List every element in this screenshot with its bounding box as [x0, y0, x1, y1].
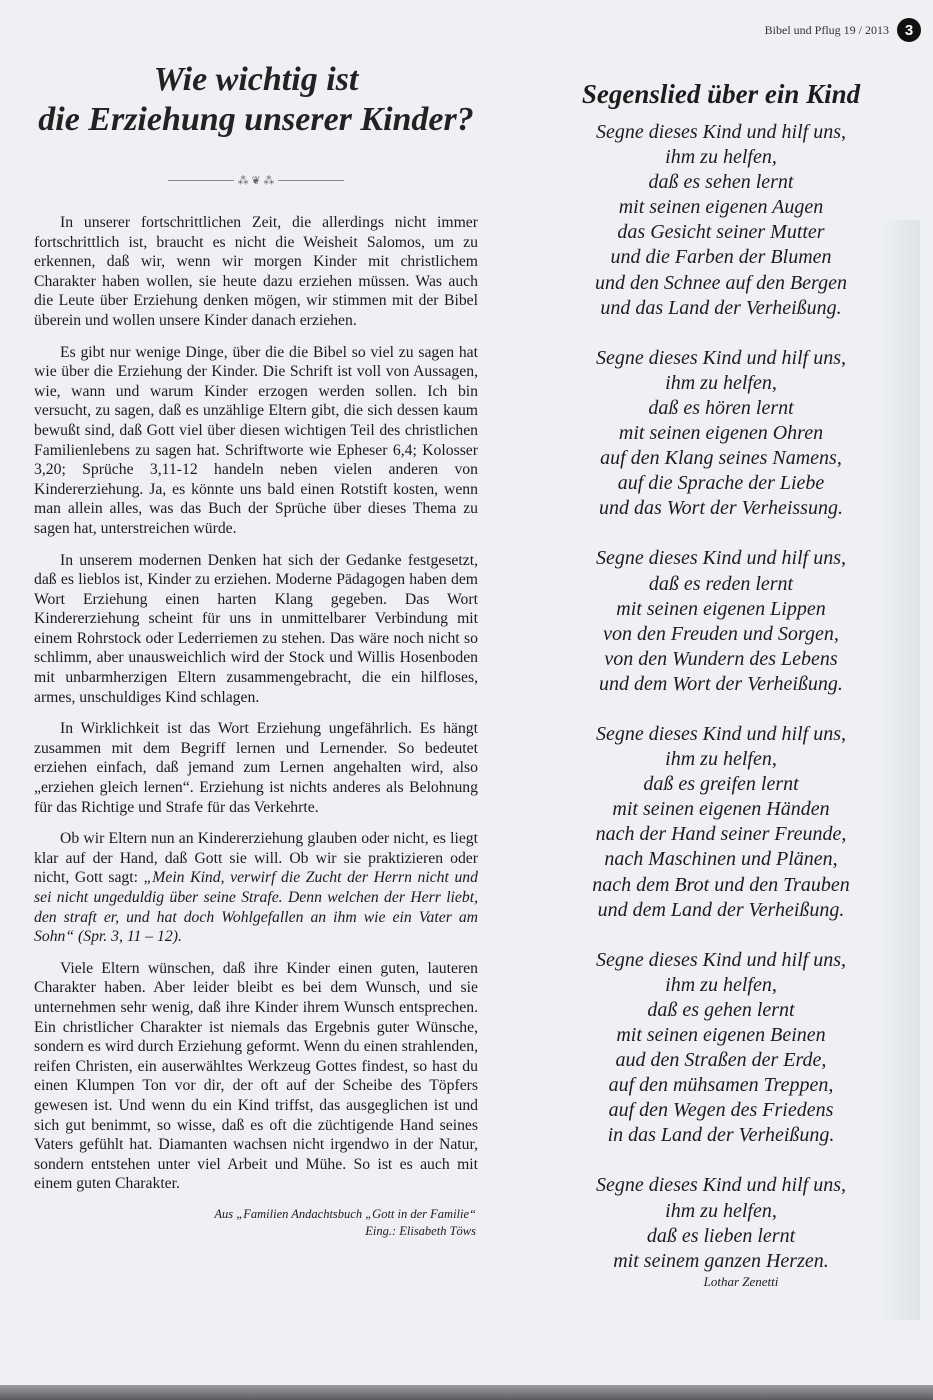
ornament-line-left [168, 180, 234, 181]
poem-line: von den Wundern des Lebens [604, 647, 838, 670]
poem-stanzas [520, 120, 922, 1274]
poem-line: und das Land der Verheißung. [600, 296, 842, 319]
poem-line: mit seinen eigenen Lippen [616, 597, 826, 620]
page-header [765, 18, 921, 42]
source-line: Aus „Familien Andachtsbuch „Gott in der Familie“ [214, 1206, 476, 1221]
poem-line: und die Farben der Blumen [610, 246, 832, 269]
poem-line: daß es hören lernt [648, 396, 794, 419]
article-title [34, 60, 478, 140]
poem-line: daß es sehen lernt [648, 171, 794, 194]
poem-line: nach der Hand seiner Freunde, [595, 823, 847, 846]
poem-line: Segne dieses Kind und hilf uns, [596, 346, 846, 369]
poem-line: Segne dieses Kind und hilf uns, [596, 1174, 846, 1197]
poem-line: auf die Sprache der Liebe [617, 472, 825, 495]
ornament-glyph: ⁂ ❦ ⁂ [237, 175, 275, 187]
poem-line: mit seinen eigenen Beinen [616, 1024, 826, 1046]
article-column [34, 60, 478, 1240]
poem-line: nach Maschinen und Plänen, [604, 848, 838, 871]
poem-stanza [520, 120, 922, 321]
poem-stanza [520, 722, 922, 923]
poem-line: das Gesicht seiner Mutter [617, 221, 825, 244]
poem-line: auf den Klang seines Namens, [600, 447, 842, 470]
page-edge-shadow [0, 1385, 933, 1400]
scripture-quote: „Mein Kind, verwirf die Zucht der Herrn nicht und sei nicht ungeduldig über seine Strafe. Denn welchen der Herr liebt, den straft er, und hat doch Wohlgefallen an ihm wie ein Vater am Sohn“ (Spr. 3, 11 – 12). [34, 869, 478, 946]
poem-line: und das Wort der Verheissung. [599, 497, 843, 520]
poem-line: Segne dieses Kind und hilf uns, [596, 948, 846, 971]
poem-line: von den Freuden und Sorgen, [603, 622, 839, 645]
publication-info: Bibel und Pflug 19 / 2013 [764, 22, 889, 37]
poem-author: Lothar Zenetti [703, 1273, 779, 1289]
poem-line: ihm zu helfen, [665, 973, 777, 996]
poem-line: daß es gehen lernt [647, 998, 795, 1021]
poem-line: daß es lieben lernt [646, 1224, 796, 1247]
poem-line: nach dem Brot und den Trauben [592, 873, 850, 896]
ornament-line-right [278, 180, 344, 181]
paragraph-text: Ob wir Eltern nun an Kindererziehung glauben oder nicht, es liegt klar auf der Hand, daß Gott sie will. Ob wir sie praktizieren oder nicht, Gott sagt: [34, 830, 478, 887]
poem-line: ihm zu helfen, [665, 146, 777, 169]
poem-column [520, 76, 922, 1290]
article-paragraph: In unserem modernen Denken hat sich der Gedanke festgesetzt, daß es lieblos ist, Kinder zu erziehen. Moderne Pädagogen haben dem Wort Erziehung einen harten Klang gegeben. Das Wort Kindererziehung scheint für uns in unmittelbarer Verbindung mit einem Rohrstock oder Lederriemen zu stehen. Das wäre noch nicht so schlimm, aber unausweichlich wird der Stock und Willis Hosenboden mit unbarmherzigen Eltern zusammengebracht, die ein hilfloses, armes, unschuldiges Kind schlagen. [34, 551, 478, 706]
article-paragraph: Es gibt nur wenige Dinge, über die die Bibel so viel zu sagen hat wie über die Erziehung der Kinder. Die Schrift ist voll von Aussagen, wie, wann und warum Kinder erzogen werden sollen. Ich bin versucht, zu sagen, daß es unzählige Eltern gibt, die sich dessen kaum bewußt sind, daß Gott viel über diesen wichtigen Teil des christlichen Familienlebens zu sagen hat. Schriftworte wie Epheser 6,4; Kolosser 3,20; Sprüche 3,11-12 handeln neben vielen anderen von Kindererziehung. Ja, es könnte uns bald einen Rotstift kosten, wenn man allein alles, was das Buch der Sprüche über dieses Thema zu sagen hat, unterstreichen würde. [34, 343, 478, 537]
source-line: Eing.: Elisabeth Töws [365, 1223, 476, 1238]
poem-line: und dem Land der Verheißung. [597, 898, 845, 921]
poem-line: aud den Straßen der Erde, [615, 1049, 827, 1072]
poem-line: mit seinen eigenen Augen [618, 196, 824, 219]
poem-line: Segne dieses Kind und hilf uns, [596, 722, 846, 745]
article-title-line-2: die Erziehung unserer Kinder? [38, 101, 474, 138]
poem-line: mit seinen eigenen Händen [612, 798, 830, 821]
poem-line: auf den mühsamen Treppen, [608, 1074, 834, 1097]
divider-ornament [34, 174, 478, 187]
article-title-line-1: Wie wichtig ist [153, 61, 359, 98]
poem-line: ihm zu helfen, [665, 371, 777, 394]
page-number-badge: 3 [897, 18, 921, 42]
article-paragraph: In Wirklichkeit ist das Wort Erziehung ungefährlich. Es hängt zusammen mit dem Begriff lernen und Lernender. So bedeutet erziehen einfach, daß jemand zum Lernen angehalten wird, also „erziehen gleich lernen“. Erziehung ist nichts anderes als Belohnung für das Richtige und Strafe für das Verkehrte. [34, 720, 478, 816]
poem-line: mit seinem ganzen Herzen. [613, 1249, 829, 1272]
poem-line: und dem Wort der Verheißung. [599, 672, 843, 695]
poem-line: auf den Wegen des Friedens [608, 1099, 834, 1122]
article-paragraph: In unserer fortschrittlichen Zeit, die allerdings nicht immer fortschrittlich ist, braucht es nicht die Weisheit Salomos, um zu erkennen, daß wir, wenn wir morgen Kinder mit christlichem Charakter haben wollen, sie heute dazu erziehen müssen. Was auch die Leute über Erziehung denken mögen, wir stimmen mit der Bibel überein und wollen unsere Kinder danach erziehen. [34, 214, 478, 329]
poem-stanza [520, 346, 922, 522]
poem-line: daß es greifen lernt [643, 773, 799, 796]
poem-stanza [520, 948, 922, 1149]
article-source [34, 1206, 478, 1240]
poem-line: ihm zu helfen, [665, 1199, 777, 1222]
poem-stanza [520, 546, 922, 697]
poem-line: mit seinen eigenen Ohren [618, 422, 824, 445]
poem-stanza [520, 1173, 922, 1273]
poem-line: Segne dieses Kind und hilf uns, [596, 121, 846, 143]
poem-line: in das Land der Verheißung. [607, 1124, 835, 1147]
background-bleed [880, 220, 920, 1320]
poem-line: und den Schnee auf den Bergen [595, 271, 847, 294]
article-paragraph: Viele Eltern wünschen, daß ihre Kinder einen guten, lauteren Charakter haben. Aber leider bleibt es bei dem Wunsch, und sie unternehmen sehr wenig, daß ihre Kinder ihrem Wunsch entsprechen. Ein christlicher Charakter ist niemals das Ergebnis guter Wünsche, sondern es wird durch Erziehung geformt. Wenn du einen strahlenden, reifen Christen, ein auserwähltes Werkzeug Gottes findest, so hast du einen Klumpen Ton vor dir, der oft auf der Scheibe des Töpfers gewesen ist. Und wenn du ein Kind triffst, das ausgeglichen ist und sich gut benimmt, so wisse, daß es oft die züchtigende Hand seines Vaters gefühlt hat. Diamanten wachsen nicht irgendwo in der Natur, sondern entstehen unter viel Arbeit und Mühe. So ist es auch mit einem guten Charakter. [34, 959, 478, 1193]
poem-title: Segenslied über ein Kind [581, 79, 861, 109]
article-paragraph-with-quote [34, 829, 478, 947]
poem-line: daß es reden lernt [648, 572, 794, 595]
poem-line: ihm zu helfen, [665, 748, 777, 771]
poem-line: Segne dieses Kind und hilf uns, [596, 547, 846, 570]
